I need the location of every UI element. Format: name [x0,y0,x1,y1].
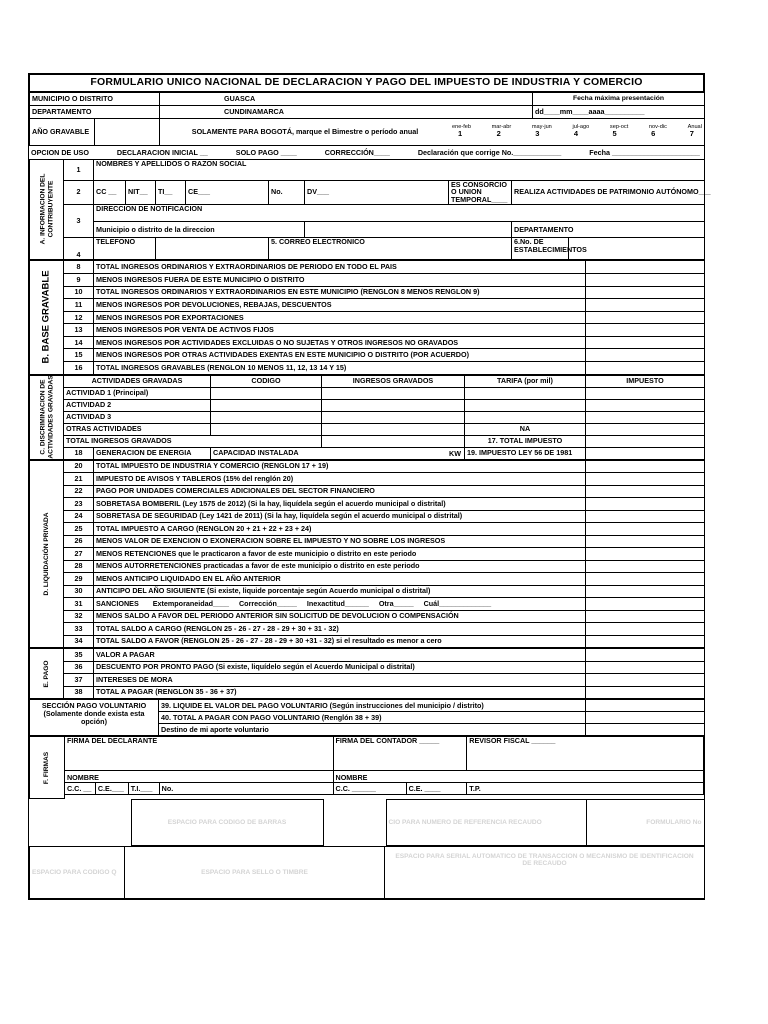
firma-declarante[interactable]: FIRMA DEL DECLARANTE [64,737,333,771]
liquidacion-row-label: MENOS AUTORRETENCIONES practicadas a favor de este municipio o distrito en este periodo [94,560,586,573]
row-number: 30 [64,585,94,598]
total-impuesto-value[interactable] [586,435,705,447]
bottom-areas-2 [29,846,705,899]
section-a [29,158,711,261]
departamento-label: DEPARTAMENTO [30,105,160,118]
opcion-label: OPCION DE USO [31,147,89,157]
opcion-correccion[interactable]: CORRECCIÓN____ [324,147,390,157]
liquidacion-row-value[interactable] [586,498,705,511]
patrimonio-autonomo-field[interactable]: REALIZA ACTIVIDADES DE PATRIMONIO AUTÓNOMO___ [512,180,705,205]
tax-form [28,73,711,900]
row-number: 36 [64,661,94,674]
base-row-label: MENOS INGRESOS POR ACTIVIDADES EXCLUIDAS O NO SUJETAS Y OTROS INGRESOS NO GRAVADOS [94,336,586,349]
section-e-title: E. PAGO [30,649,64,699]
col-header-ingresos: INGRESOS GRAVADOS [322,375,465,387]
pago-row-label: DESCUENTO POR PRONTO PAGO (Si existe, liquídelo según el Acuerdo Municipal o distrital) [94,661,586,674]
header-table [29,92,705,146]
liquidacion-row-label: MENOS SALDO A FAVOR DEL PERIODO ANTERIOR SIN SOLICITUD DE DEVOLUCION O COMPENSACIÓN [94,610,586,623]
pago-row-value[interactable] [586,686,705,699]
direccion-field[interactable]: DIRECCION DE NOTIFICACION [94,205,705,222]
tarifa-cell[interactable] [465,411,586,423]
establecimientos-field[interactable]: 6.No. DE ESTABLECIMIENTOS [512,238,569,260]
sanciones-row-label[interactable]: SANCIONES Extemporaneidad____ Corrección_____ Inexactitud______ Otra_____ Cuál_____________ [94,598,586,611]
ingresos-cell[interactable] [322,399,465,411]
ingresos-cell[interactable] [322,423,465,435]
liquidacion-row-value[interactable] [586,535,705,548]
row-number: 1 [64,159,94,180]
bimestre-option[interactable]: 1 [458,129,463,139]
ce-contador[interactable]: C.E. ____ [406,783,467,795]
liquidacion-row-value[interactable] [586,485,705,498]
row-number: 12 [64,311,94,324]
blank-area [323,800,386,846]
pago-row-label: TOTAL A PAGAR (RENGLON 35 - 36 + 37) [94,686,586,699]
voluntario-value-40[interactable] [586,712,705,724]
row-number: 32 [64,610,94,623]
ano-gravable-field[interactable] [95,118,160,145]
row-number: 29 [64,573,94,586]
total-ingresos-value[interactable] [322,435,465,447]
activity-label: ACTIVIDAD 1 (Principal) [64,387,211,399]
section-d-title: D. LIQUIDACIÓN PRIVADA [30,460,64,648]
base-row-label: TOTAL INGRESOS ORDINARIOS Y EXTRAORDINARIOS DE PERIODO EN TODO EL PAIS [94,261,586,274]
row-number: 16 [64,362,94,375]
blank-cell [305,222,512,238]
formulario-no-area: FORMULARIO No [586,800,704,846]
section-c-title: C. DISCRIMINACION DE ACTIVIDADES GRAVADAS [30,375,64,459]
pago-voluntario-label: SECCIÓN PAGO VOLUNTARIO (Solamente donde exista esta opción) [30,700,159,736]
row-number: 2 [64,180,94,205]
liquidacion-row-value[interactable] [586,460,705,473]
activity-label: OTRAS ACTIVIDADES [64,423,211,435]
base-row-value[interactable] [586,336,705,349]
row-number: 4 [64,238,94,260]
row-number: 34 [64,635,94,648]
bimestre-option[interactable]: 2 [496,129,501,139]
row-number: 13 [64,324,94,337]
section-b [29,260,705,374]
section-d [29,460,705,649]
opcion-fecha[interactable]: Fecha ______________________ [589,147,700,157]
nit-field[interactable]: NIT__ [126,180,156,205]
row-number: 26 [64,535,94,548]
codigo-cell[interactable] [211,387,322,399]
departamento-value[interactable]: CUNDINAMARCA [160,105,533,118]
section-e [29,648,705,699]
row-number: 27 [64,548,94,561]
firma-contador[interactable]: FIRMA DEL CONTADOR _____ [333,737,467,771]
base-row-label: MENOS INGRESOS FUERA DE ESTE MUNICIPIO O DISTRITO [94,273,586,286]
total-ingresos-label: TOTAL INGRESOS GRAVADOS [64,435,322,447]
liquidacion-row-value[interactable] [586,635,705,648]
impuesto-cell[interactable] [586,411,705,423]
bimestre-area [160,118,705,145]
base-row-label: TOTAL INGRESOS GRAVABLES (RENGLON 10 MENOS 11, 12, 13 14 Y 15) [94,362,586,375]
destino-value[interactable] [586,724,705,736]
liquidacion-row-value[interactable] [586,510,705,523]
impuesto-ley-label: 19. IMPUESTO LEY 56 DE 1981 [465,447,586,459]
bimestre-option[interactable]: 7 [689,129,694,139]
liquidacion-row-label: TOTAL SALDO A CARGO (RENGLON 25 - 26 - 27 - 28 - 29 + 30 + 31 - 32) [94,623,586,636]
municipio-value[interactable]: GUASCA [160,92,533,105]
tarifa-cell[interactable] [465,387,586,399]
revisor-fiscal[interactable]: REVISOR FISCAL ______ [467,737,704,771]
codigo-q-area: ESPACIO PARA CODIGO Q [30,847,125,899]
base-row-label: MENOS INGRESOS POR VENTA DE ACTIVOS FIJOS [94,324,586,337]
bimestre-option[interactable]: 3 [535,129,540,139]
opcion-solo-pago[interactable]: SOLO PAGO ____ [235,147,297,157]
col-header-impuesto: IMPUESTO [586,375,705,387]
row-number: 35 [64,649,94,662]
liquidacion-row-label: TOTAL SALDO A FAVOR (RENGLON 25 - 26 - 27 - 28 - 29 + 30 +31 - 32) si el resultado es menor a cero [94,635,586,648]
establecimientos-value[interactable] [569,238,705,260]
liquidacion-row-label: TOTAL IMPUESTO DE INDUSTRIA Y COMERCIO (RENGLON 17 + 19) [94,460,586,473]
section-f [29,736,704,799]
row-number: 3 [64,205,94,238]
cc-declarante[interactable]: C.C. __ [64,783,95,795]
row-number: 31 [64,598,94,611]
liquidacion-row-value[interactable] [586,473,705,486]
base-row-label: MENOS INGRESOS POR OTRAS ACTIVIDADES EXENTAS EN ESTE MUNICIPIO O DISTRITO (POR ACUERDO) [94,349,586,362]
section-c [29,375,705,460]
pago-row-label: INTERESES DE MORA [94,674,586,687]
telefono-field[interactable]: TELEFONO [94,238,156,260]
base-row-value[interactable] [586,299,705,312]
liquidacion-row-value[interactable] [586,585,705,598]
nombre-declarante[interactable]: NOMBRE [64,771,333,783]
liquidacion-row-label: PAGO POR UNIDADES COMERCIALES ADICIONALES DEL SECTOR FINANCIERO [94,485,586,498]
codigo-barras-area: ESPACIO PARA CODIGO DE BARRAS [131,800,323,846]
base-row-label: TOTAL INGRESOS ORDINARIOS Y EXTRAORDINARIOS EN ESTE MUNICIPIO (RENGLON 8 MENOS RENGLON 9) [94,286,586,299]
liquidacion-row-label: MENOS RETENCIONES que le practicaron a favor de este municipio o distrito en este periodo [94,548,586,561]
liquidacion-row-value[interactable] [586,548,705,561]
row-number: 23 [64,498,94,511]
row-number: 21 [64,473,94,486]
bimestre-options [450,130,704,138]
cc-contador[interactable]: C.C. ______ [333,783,406,795]
consorcio-field[interactable]: ES CONSORCIO O UNION TEMPORAL____ [449,180,512,205]
spacer [64,795,703,799]
bogota-note: SOLAMENTE PARA BOGOTÁ, marque el Bimestre o período anual [191,126,419,136]
destino-aporte[interactable]: Destino de mi aporte voluntario [159,724,586,736]
bimestre-option[interactable]: 5 [612,129,617,139]
row-number: 15 [64,349,94,362]
opcion-de-uso-row [29,146,704,159]
liquidacion-row-label: SOBRETASA BOMBERIL (Ley 1575 de 2012) (Si la hay, liquídela según el acuerdo municipal o distrital) [94,498,586,511]
departamento-field: DEPARTAMENTO [512,222,705,238]
pago-row-value[interactable] [586,649,705,662]
row-number: 37 [64,674,94,687]
pago-row-value[interactable] [586,661,705,674]
liquidacion-row-value[interactable] [586,560,705,573]
row-number: 38 [64,686,94,699]
row-number: 9 [64,273,94,286]
ce-field[interactable]: CE___ [186,180,269,205]
activity-label: ACTIVIDAD 3 [64,411,211,423]
id-number-field[interactable]: No. [269,180,305,205]
row-number: 10 [64,286,94,299]
pago-row-value[interactable] [586,674,705,687]
liquidacion-row-label: MENOS VALOR DE EXENCION O EXONERACION SOBRE EL IMPUESTO Y NO SOBRE LOS INGRESOS [94,535,586,548]
bimestre-option[interactable]: 6 [651,129,656,139]
pago-voluntario [29,699,705,736]
activity-label: ACTIVIDAD 2 [64,399,211,411]
generacion-label: GENERACION DE ENERGIA [94,447,211,459]
title-table [29,74,704,92]
ingresos-cell[interactable] [322,411,465,423]
row-number: 25 [64,523,94,536]
section-f-title: F. FIRMAS [30,737,65,799]
ingresos-cell[interactable] [322,387,465,399]
impuesto-cell[interactable] [586,387,705,399]
opcion-inicial[interactable]: DECLARACION INICIAL __ [116,147,208,157]
col-header-codigo: CODIGO [211,375,322,387]
row-number: 22 [64,485,94,498]
row-number: 14 [64,336,94,349]
liquidacion-row-label: IMPUESTO DE AVISOS Y TABLEROS (15% del renglón 20) [94,473,586,486]
row-number: 20 [64,460,94,473]
fecha-format[interactable]: dd____mm____aaaa__________ [533,105,705,118]
tp-contador[interactable]: T.P. [467,783,704,795]
liquidacion-row-value[interactable] [586,623,705,636]
voluntario-row-39: 39. LIQUIDE EL VALOR DEL PAGO VOLUNTARIO (Según instrucciones del municipio / distrito) [159,700,586,712]
serial-area: ESPACIO PARA SERIAL AUTOMATICO DE TRANSACCION O MECANISMO DE IDENTIFICACION DE RECAUDO [385,847,705,899]
row-number: 24 [64,510,94,523]
codigo-cell[interactable] [211,399,322,411]
row-number: 28 [64,560,94,573]
liquidacion-row-value[interactable] [586,598,705,611]
sello-area: ESPACIO PARA SELLO O TIMBRE [125,847,385,899]
base-row-value[interactable] [586,324,705,337]
liquidacion-row-label: TOTAL IMPUESTO A CARGO (RENGLON 20 + 21 + 22 + 23 + 24) [94,523,586,536]
ti-field[interactable]: TI__ [156,180,186,205]
section-b-title: B. BASE GRAVABLE [30,261,64,374]
base-row-value[interactable] [586,311,705,324]
bimestre-option[interactable]: 4 [573,129,579,139]
base-row-value[interactable] [586,286,705,299]
no-declarante[interactable]: No. [159,783,333,795]
row-number: 18 [64,447,94,459]
base-row-value[interactable] [586,362,705,375]
total-impuesto-label: 17. TOTAL IMPUESTO [465,435,586,447]
blank-area [29,800,131,846]
municipio-direccion-field[interactable]: Municipio o distrito de la direccion [94,222,305,238]
col-header-actividades: ACTIVIDADES GRAVADAS [64,375,211,387]
dv-field[interactable]: DV___ [305,180,449,205]
correo-field[interactable]: 5. CORREO ELECTRONICO [269,238,512,260]
form-title: FORMULARIO UNICO NACIONAL DE DECLARACION Y PAGO DEL IMPUESTO DE INDUSTRIA Y COMERCIO [30,75,704,92]
impuesto-cell[interactable] [586,399,705,411]
row-number: 8 [64,261,94,274]
liquidacion-row-label: SOBRETASA DE SEGURIDAD (Ley 1421 de 2011) (Si la hay, liquídela según el acuerdo municipal o distrital) [94,510,586,523]
base-row-value[interactable] [586,261,705,274]
ti-declarante[interactable]: T.I.___ [128,783,159,795]
pago-row-label: VALOR A PAGAR [94,649,586,662]
liquidacion-row-value[interactable] [586,523,705,536]
base-row-label: MENOS INGRESOS POR EXPORTACIONES [94,311,586,324]
cc-field[interactable]: CC __ [94,180,126,205]
base-row-value[interactable] [586,273,705,286]
codigo-cell[interactable] [211,423,322,435]
bottom-areas [29,799,705,846]
col-header-tarifa: TARIFA (por mil) [465,375,586,387]
nombres-field[interactable]: NOMBRES Y APELLIDOS O RAZON SOCIAL [94,159,705,180]
liquidacion-row-label: MENOS ANTICIPO LIQUIDADO EN EL AÑO ANTERIOR [94,573,586,586]
voluntario-row-40: 40. TOTAL A PAGAR CON PAGO VOLUNTARIO (Renglón 38 + 39) [159,712,586,724]
voluntario-value-39[interactable] [586,700,705,712]
municipio-label: MUNICIPIO O DISTRITO [30,92,160,105]
nombre-contador[interactable]: NOMBRE [333,771,703,783]
ano-gravable-label: AÑO GRAVABLE [30,118,95,145]
ce-declarante[interactable]: C.E.___ [95,783,128,795]
telefono-value[interactable] [156,238,269,260]
base-row-label: MENOS INGRESOS POR DEVOLUCIONES, REBAJAS, DESCUENTOS [94,299,586,312]
na-cell: NA [465,423,586,435]
section-a-title: A. INFORMACION DEL CONTRIBUYENTE [30,159,64,260]
row-number: 11 [64,299,94,312]
row-number: 33 [64,623,94,636]
liquidacion-row-label: ANTICIPO DEL AÑO SIGUIENTE (Si existe, liquide porcentaje según Acuerdo municipal o distrital) [94,585,586,598]
bimestre-labels: ene-feb mar-abr may-jun jul-ago sep-oct nov-dic Anual [452,124,702,131]
liquidacion-row-value[interactable] [586,573,705,586]
base-row-value[interactable] [586,349,705,362]
impuesto-ley-value[interactable] [586,447,705,459]
referencia-area: CIO PARA NUMERO DE REFERENCIA RECAUDO [386,800,586,846]
kw-label: KW [449,448,461,458]
capacidad-label: CAPACIDAD INSTALADA KW [211,447,465,459]
impuesto-cell[interactable] [586,423,705,435]
opcion-corrige[interactable]: Declaración que corrige No.____________ [417,147,562,157]
codigo-cell[interactable] [211,411,322,423]
tarifa-cell[interactable] [465,399,586,411]
fecha-label: Fecha máxima presentación [533,92,705,105]
liquidacion-row-value[interactable] [586,610,705,623]
